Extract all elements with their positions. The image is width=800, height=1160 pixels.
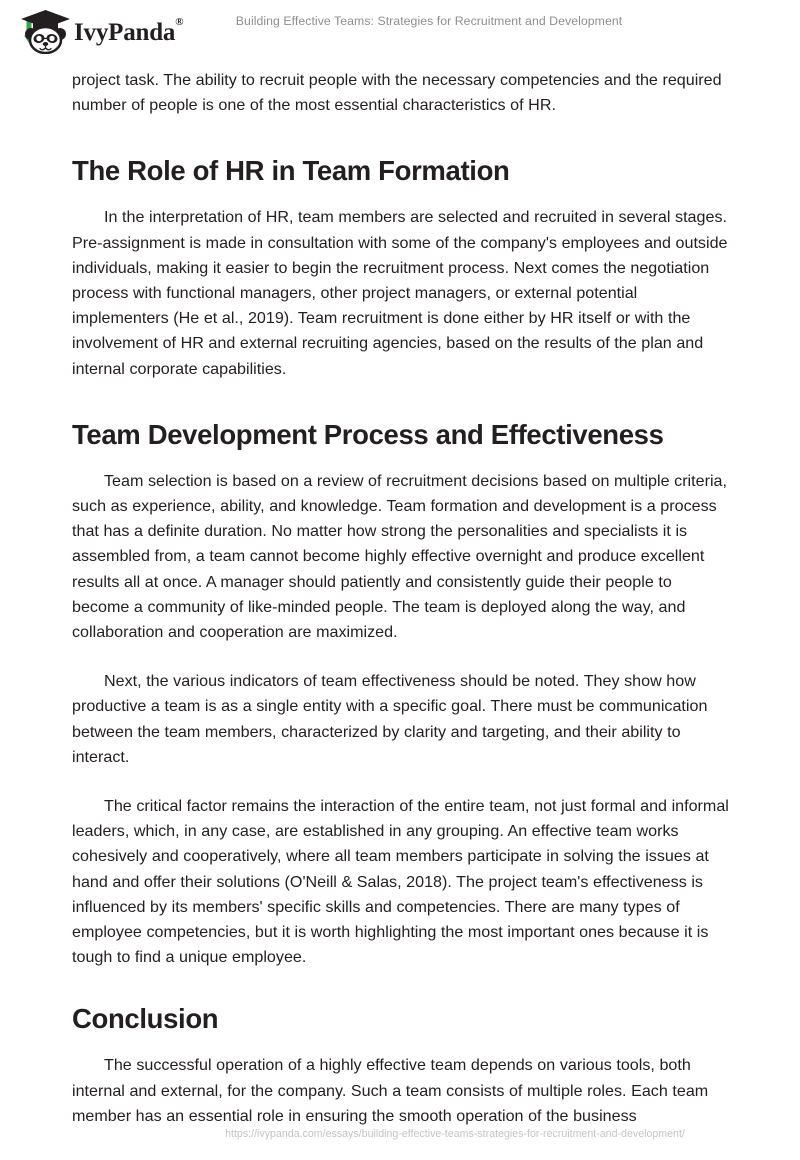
section-heading-hr-team-formation: The Role of HR in Team Formation: [72, 155, 510, 187]
continued-paragraph: project task. The ability to recruit people with the necessary competencies and the required number of people is one of the most essential characteristics of HR.: [72, 71, 722, 115]
brand-name-text: IvyPanda: [74, 18, 176, 46]
page-footer: [0, 1124, 800, 1142]
section-heading-team-development: Team Development Process and Effectiveness: [72, 418, 664, 450]
page-header: [0, 0, 800, 62]
paragraph: In the interpretation of HR, team members are selected and recruited in several stages. Pre-assignment is made in consultation with some of the company's employees and outside individuals, making it easier to begin the recruitment process. Next comes the negotiation process with functional managers, other project managers, or external potential implementers (He et al., 2019). Team recruitment is done either by HR itself or with the involvement of HR and external recruiting agencies, based on the results of the plan and internal corporate capabilities.: [72, 208, 728, 378]
document-body: [72, 68, 729, 1153]
registered-trademark-mark: ®: [175, 16, 184, 29]
paragraph: Next, the various indicators of team effectiveness should be noted. They show how productive a team is as a single entity with a specific goal. There must be communication between the team members, characterized by clarity and targeting, and their ability to interact.: [72, 672, 708, 766]
paragraph: The critical factor remains the interaction of the entire team, not just formal and informal leaders, which, in any case, are established in any grouping. An effective team works cohesively and cooperatively, where all team members participate in solving the issues at hand and offer their solutions (O'Neill & Salas, 2018). The project team's effectiveness is influenced by its members' specific skills and competencies. There are many types of employee competencies, but it is worth highlighting the most important ones because it is tough to find a unique employee.: [72, 797, 729, 967]
section-heading-conclusion: Conclusion: [72, 1003, 219, 1035]
document-title-header: Building Effective Teams: Strategies for Recruitment and Development: [235, 14, 623, 28]
paragraph: Team selection is based on a review of recruitment decisions based on multiple criteria, such as experience, ability, and knowledge. Team formation and development is a process that has a definite duration. No matter how strong the personalities and specialists it is assembled from, a team cannot become highly effective overnight and produce excellent results all at once. A manager should patiently and consistently guide their people to become a community of like-minded people. The team is deployed along the way, and collaboration and cooperation are maximized.: [72, 471, 727, 642]
source-url-link[interactable]: https://ivypanda.com/essays/building-effective-teams-strategies-for-recruitment-and-development/: [225, 1128, 685, 1140]
paragraph: The successful operation of a highly effective team depends on various tools, both internal and external, for the company. Such a team consists of multiple roles. Each team member has an essential role in ensuring the smooth operation of the business: [72, 1056, 709, 1125]
